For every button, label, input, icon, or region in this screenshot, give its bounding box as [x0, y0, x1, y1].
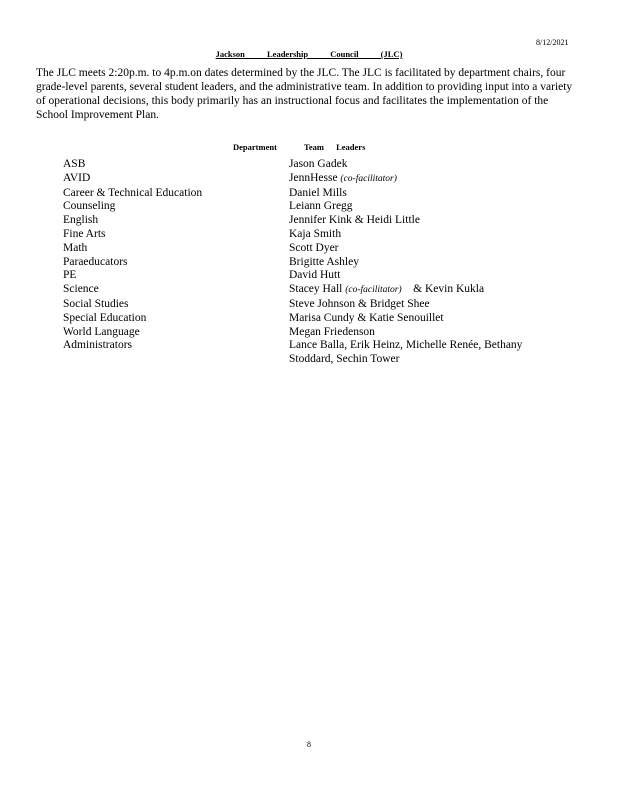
- leader-names: Jason Gadek: [289, 158, 348, 170]
- department-name: Science: [63, 283, 99, 296]
- team-leaders: [289, 242, 563, 256]
- team-leaders: [289, 172, 563, 187]
- leader-names: Jennifer Kink & Heidi Little: [289, 214, 420, 227]
- team-leaders: [289, 298, 563, 312]
- team-leaders: [289, 158, 563, 172]
- department-name: Paraeducators: [63, 255, 128, 268]
- roster-row: [63, 312, 563, 326]
- leader-names: Lance Balla, Erik Heinz, Michelle Renée, Bethany Stoddard, Sechin Tower: [289, 339, 523, 366]
- team-leaders: [289, 269, 563, 283]
- department-name: Fine Arts: [63, 227, 106, 240]
- team-leaders: [289, 228, 563, 242]
- department-name: Career & Technical Education: [63, 186, 203, 199]
- leader-names: Steve Johnson & Bridget Shee: [289, 297, 430, 310]
- leader-names: Kaja Smith: [289, 227, 342, 240]
- role-note: (co-facilitator): [345, 285, 402, 296]
- team-leaders: [289, 326, 563, 340]
- leader-names-additional: & Kevin Kukla: [413, 283, 485, 296]
- department-name: Administrators: [63, 339, 132, 352]
- department-name: Social Studies: [63, 297, 129, 310]
- leader-names: David Hutt: [289, 269, 341, 282]
- leader-names: Brigitte Ashley: [289, 255, 359, 268]
- roster-row: [63, 256, 563, 270]
- roster-row: [63, 339, 563, 367]
- department-name: World Language: [63, 325, 140, 338]
- page-title-text: Jackson Leadership Council (JLC): [215, 49, 403, 59]
- department-column-header: Department: [233, 142, 277, 152]
- roster-row: [63, 187, 563, 201]
- department-name: Math: [63, 241, 88, 254]
- roster-row: [63, 283, 563, 298]
- department-name: AVID: [63, 171, 91, 184]
- leader-names: Marisa Cundy & Katie Senouillet: [289, 311, 444, 324]
- roster-row: [63, 326, 563, 340]
- department-name: Special Education: [63, 311, 147, 324]
- roster-row: [63, 269, 563, 283]
- roster-row: [63, 200, 563, 214]
- team-leaders: [289, 187, 563, 201]
- leader-names: Stacey Hall: [289, 283, 343, 296]
- roster-row: [63, 172, 563, 187]
- department-name: PE: [63, 269, 77, 282]
- team-leaders: [289, 200, 563, 214]
- roster-row: [63, 214, 563, 228]
- team-leaders: [289, 214, 563, 228]
- team-leaders: [289, 312, 563, 326]
- roster-row: [63, 242, 563, 256]
- department-name: English: [63, 214, 99, 227]
- team-leaders: [289, 256, 563, 270]
- leader-names: Daniel Mills: [289, 186, 347, 199]
- page-title: [0, 49, 618, 59]
- team-leaders: [289, 339, 563, 367]
- leader-names: Megan Friedenson: [289, 325, 375, 338]
- document-date: 8/12/2021: [536, 38, 569, 47]
- leader-names: JennHesse: [289, 171, 338, 184]
- roster-row: [63, 228, 563, 242]
- role-note: (co-facilitator): [340, 173, 397, 184]
- roster-row: [63, 158, 563, 172]
- roster-row: [63, 298, 563, 312]
- department-name: ASB: [63, 158, 86, 170]
- leader-names: Scott Dyer: [289, 241, 339, 254]
- team-leaders: [289, 283, 563, 298]
- department-name: Counseling: [63, 200, 116, 213]
- intro-paragraph: The JLC meets 2:20p.m. to 4p.m.on dates determined by the JLC. The JLC is facilitated by department chairs, four grade-level parents, several student leaders, and the administrative team. In addition to providing input into a variety of operational decisions, this body primarily has an instructional focus and facilitates the implementation of the School Improvement Plan.: [36, 67, 573, 121]
- page-number: 8: [307, 740, 311, 749]
- leader-names: Leiann Gregg: [289, 200, 353, 213]
- team-leaders-column-header: Team Leaders: [304, 142, 366, 152]
- leadership-roster: [63, 158, 563, 367]
